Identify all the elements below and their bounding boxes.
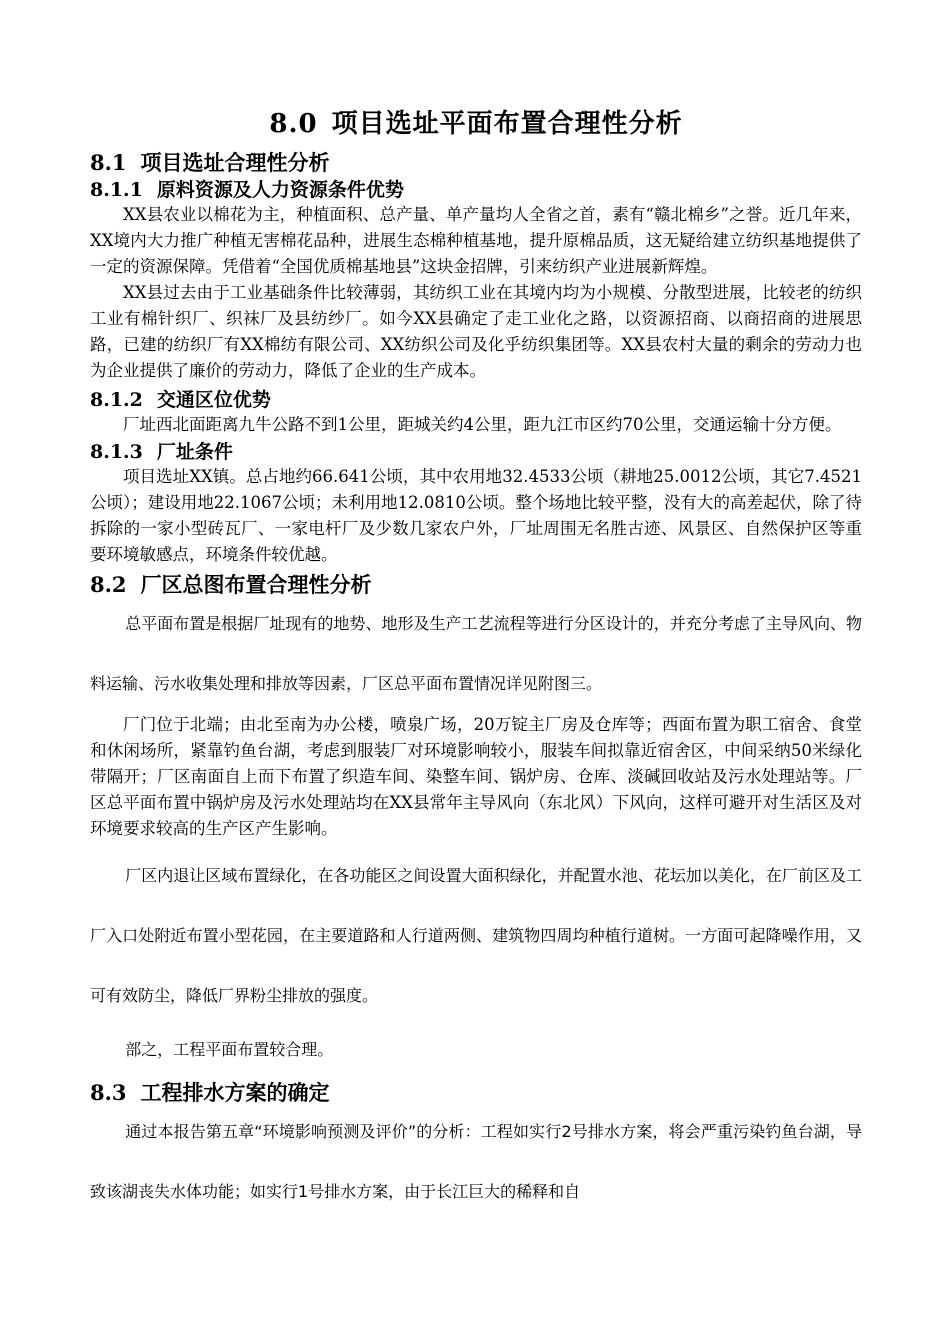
paragraph: 项目选址XX镇。总占地约66.641公顷，其中农用地32.4533公顷（耕地25.0012公顷，其它7.4521公顷）；建设用地22.1067公顷；未利用地12.0810公顷。整个场地比较平整，没有大的高差起伏，除了待拆除的一家小型砖瓦厂、一家电杆厂及少数几家农户外，厂址周围无名胜古迹、风景区、自然保护区等重要环境敏感点，环境条件较优越。	[90, 467, 862, 564]
section-title: 原料资源及人力资源条件优势	[156, 179, 404, 201]
paragraph: 厂区内退让区域布置绿化，在各功能区之间设置大面积绿化，并配置水池、花坛加以美化，在厂前区及工厂入口处附近布置小型花园，在主要道路和人行道两侧、建筑物四周均种植行道树。一方面可起降噪作用，又可有效防尘，降低厂界粉尘排放的强度。	[90, 866, 862, 1005]
section-8-1-1-heading	[90, 178, 862, 202]
chapter-number: 8.0	[269, 109, 318, 139]
section-number: 8.1.3	[90, 441, 143, 463]
chapter-title	[90, 104, 862, 144]
section-number: 8.3	[90, 1080, 127, 1105]
section-number: 8.1.1	[90, 179, 143, 201]
section-title: 厂区总图布置合理性分析	[140, 572, 372, 597]
paragraph: 通过本报告第五章“环境影响预测及评价”的分析：工程如实行2号排水方案，将会严重污染钓鱼台湖，导致该湖丧失水体功能；如实行1号排水方案，由于长江巨大的稀释和自	[90, 1122, 862, 1201]
section-title: 交通区位优势	[156, 389, 271, 411]
chapter-title-text: 项目选址平面布置合理性分析	[331, 109, 683, 139]
paragraph: 厂址西北面距离九牛公路不到1公里，距城关约4公里，距九江市区约70公里，交通运输十分方便。	[123, 415, 842, 434]
paragraph: 总平面布置是根据厂址现有的地势、地形及生产工艺流程等进行分区设计的，并充分考虑了主导风向、物料运输、污水收集处理和排放等因素，厂区总平面布置情况详见附图三。	[90, 614, 862, 693]
section-8-1-2-heading	[90, 388, 862, 412]
section-number: 8.2	[90, 572, 127, 597]
document-body	[90, 104, 862, 1222]
paragraph: 部之，工程平面布置较合理。	[125, 1040, 334, 1059]
section-number: 8.1.2	[90, 389, 143, 411]
section-title: 工程排水方案的确定	[140, 1080, 330, 1105]
section-number: 8.1	[90, 150, 127, 175]
section-8-1-heading	[90, 148, 862, 178]
paragraph: XX县农业以棉花为主，种植面积、总产量、单产量均人全省之首，素有“赣北棉乡”之誉。近几年来，XX境内大力推广种植无害棉花品种，进展生态棉种植基地，提升原棉品质，这无疑给建立纺织基地提供了一定的资源保障。凭借着“全国优质棉基地县”这块金招牌，引来纺织产业进展新辉煌。	[90, 205, 862, 276]
section-title: 项目选址合理性分析	[140, 150, 330, 175]
paragraph: XX县过去由于工业基础条件比较薄弱，其纺织工业在其境内均为小规模、分散型进展，比较老的纺织工业有棉针织厂、织袜厂及县纺纱厂。如今XX县确定了走工业化之路，以资源招商、以商招商的进展思路，已建的纺织厂有XX棉纺有限公司、XX纺织公司及化乎纺织集团等。XX县农村大量的剩余的劳动力也为企业提供了廉价的劳动力，降低了企业的生产成本。	[90, 283, 862, 380]
section-title: 厂址条件	[156, 441, 233, 463]
paragraph: 厂门位于北端；由北至南为办公楼，喷泉广场，20万锭主厂房及仓库等；西面布置为职工宿舍、食堂和休闲场所，紧靠钓鱼台湖，考虑到服装厂对环境影响较小，服装车间拟靠近宿舍区，中间采纳50米绿化带隔开；厂区南面自上而下布置了织造车间、染整车间、锅炉房、仓库、淡碱回收站及污水处理站等。厂区总平面布置中锅炉房及污水处理站均在XX县常年主导风向（东北风）下风向，这样可避开对生活区及对环境要求较高的生产区产生影响。	[90, 715, 862, 838]
section-8-1-3-heading	[90, 440, 862, 464]
